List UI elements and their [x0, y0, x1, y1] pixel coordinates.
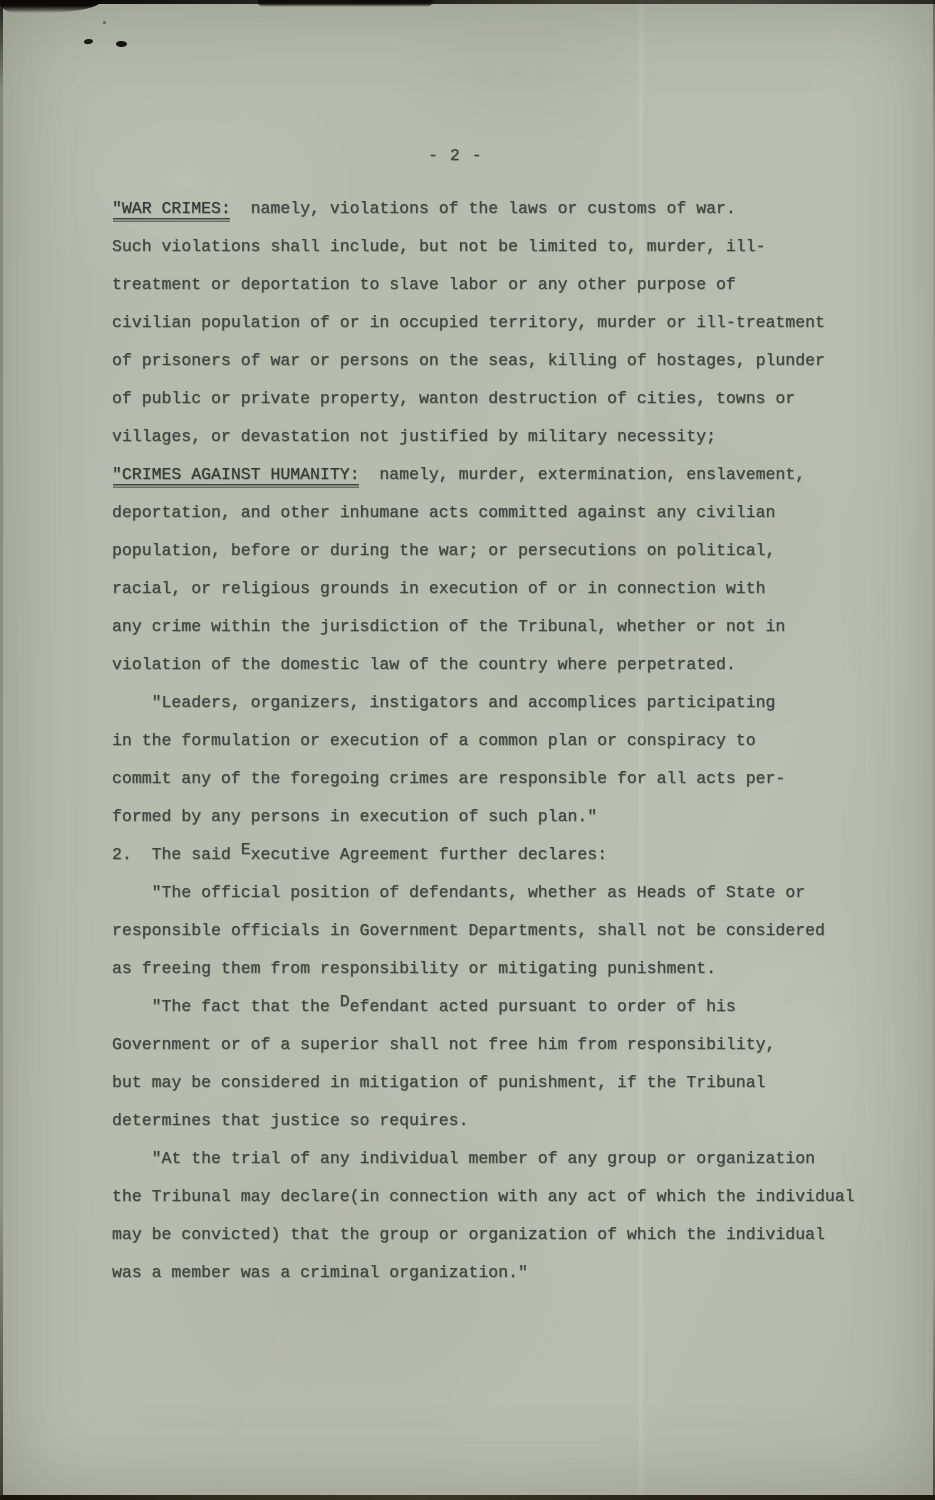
- text-segment: Such violations shall include, but not be limited to, murder, ill-: [112, 237, 766, 256]
- text-line: [112, 266, 902, 304]
- text-segment: population, before or during the war; or persecutions on political,: [112, 541, 776, 560]
- raised-letter: E: [240, 840, 251, 859]
- ink-speck: [84, 38, 94, 44]
- text-line: [112, 912, 902, 950]
- text-segment: as freeing them from responsibility or mitigating punishment.: [112, 959, 716, 978]
- page-number: - 2 -: [428, 146, 483, 165]
- text-line: [112, 798, 902, 836]
- text-line: [112, 342, 902, 380]
- scan-artifact-left-edge: [0, 0, 3, 1500]
- text-segment: "At the trial of any individual member of any group or organization: [112, 1149, 816, 1168]
- text-segment: formed by any persons in execution of such plan.": [112, 807, 598, 826]
- text-line: [112, 1140, 902, 1178]
- text-line: [112, 570, 902, 608]
- text-line: [112, 988, 902, 1026]
- text-segment: any crime within the jurisdiction of the Tribunal, whether or not in: [112, 617, 786, 636]
- raised-letter: D: [339, 992, 350, 1011]
- text-line: [112, 874, 902, 912]
- text-segment: deportation, and other inhumane acts committed against any civilian: [112, 503, 776, 522]
- text-segment: but may be considered in mitigation of punishment, if the Tribunal: [112, 1073, 766, 1092]
- text-line: [112, 380, 902, 418]
- text-segment: was a member was a criminal organization.": [112, 1263, 528, 1282]
- text-segment: "Leaders, organizers, instigators and accomplices participating: [112, 693, 776, 712]
- text-segment: 2. The said: [112, 845, 241, 864]
- text-line: [112, 760, 902, 798]
- ink-speck: [116, 41, 127, 48]
- text-line: [112, 684, 902, 722]
- text-line: [112, 836, 902, 874]
- text-line: [112, 1254, 902, 1292]
- text-segment: the Tribunal may declare(in connection with any act of which the individual: [112, 1187, 855, 1206]
- text-segment: racial, or religious grounds in execution of or in connection with: [112, 579, 766, 598]
- scan-artifact-top-left-corner: [0, 0, 102, 13]
- scan-artifact-top-mid: [258, 0, 433, 7]
- text-line: [112, 190, 902, 228]
- text-line: [112, 494, 902, 532]
- text-segment: villages, or devastation not justified by military necessity;: [112, 427, 716, 446]
- text-line: [112, 1178, 902, 1216]
- text-segment: of public or private property, wanton destruction of cities, towns or: [112, 389, 796, 408]
- text-segment: violation of the domestic law of the country where perpetrated.: [112, 655, 736, 674]
- text-segment: determines that justice so requires.: [112, 1111, 469, 1130]
- text-line: [112, 950, 902, 988]
- text-line: [112, 304, 902, 342]
- text-line: [112, 456, 902, 494]
- text-segment: responsible officials in Government Departments, shall not be considered: [112, 921, 825, 940]
- text-segment: of prisoners of war or persons on the seas, killing of hostages, plunder: [112, 351, 825, 370]
- text-segment: xecutive Agreement further declares:: [250, 845, 608, 864]
- text-line: [112, 1216, 902, 1254]
- text-segment: efendant acted pursuant to order of his: [349, 997, 736, 1016]
- text-segment: namely, violations of the laws or customs of war.: [230, 199, 736, 218]
- text-segment: Government or of a superior shall not free him from responsibility,: [112, 1035, 776, 1054]
- text-line: [112, 1064, 902, 1102]
- text-line: [112, 608, 902, 646]
- text-segment: civilian population of or in occupied territory, murder or ill-treatment: [112, 313, 825, 332]
- text-segment: "The official position of defendants, whether as Heads of State or: [112, 883, 806, 902]
- ink-speck: [103, 21, 106, 24]
- scan-artifact-bottom-edge: [0, 1495, 935, 1500]
- text-line: [112, 418, 902, 456]
- text-line: [112, 1102, 902, 1140]
- text-segment: commit any of the foregoing crimes are responsible for all acts per-: [112, 769, 786, 788]
- text-segment: treatment or deportation to slave labor or any other purpose of: [112, 275, 736, 294]
- text-line: [112, 1026, 902, 1064]
- text-segment: namely, murder, extermination, enslavement,: [359, 465, 806, 484]
- text-segment: may be convicted) that the group or organization of which the individual: [112, 1225, 825, 1244]
- text-line: [112, 722, 902, 760]
- text-segment: in the formulation or execution of a common plan or conspiracy to: [112, 731, 756, 750]
- text-line: [112, 228, 902, 266]
- underlined-heading: "CRIMES AGAINST HUMANITY:: [112, 465, 360, 484]
- text-segment: "The fact that the: [112, 997, 340, 1016]
- text-line: [112, 646, 902, 684]
- scan-artifact-top-edge: [0, 0, 935, 4]
- document-body-text: [112, 190, 902, 1292]
- text-line: [112, 532, 902, 570]
- underlined-heading: "WAR CRIMES:: [112, 199, 231, 218]
